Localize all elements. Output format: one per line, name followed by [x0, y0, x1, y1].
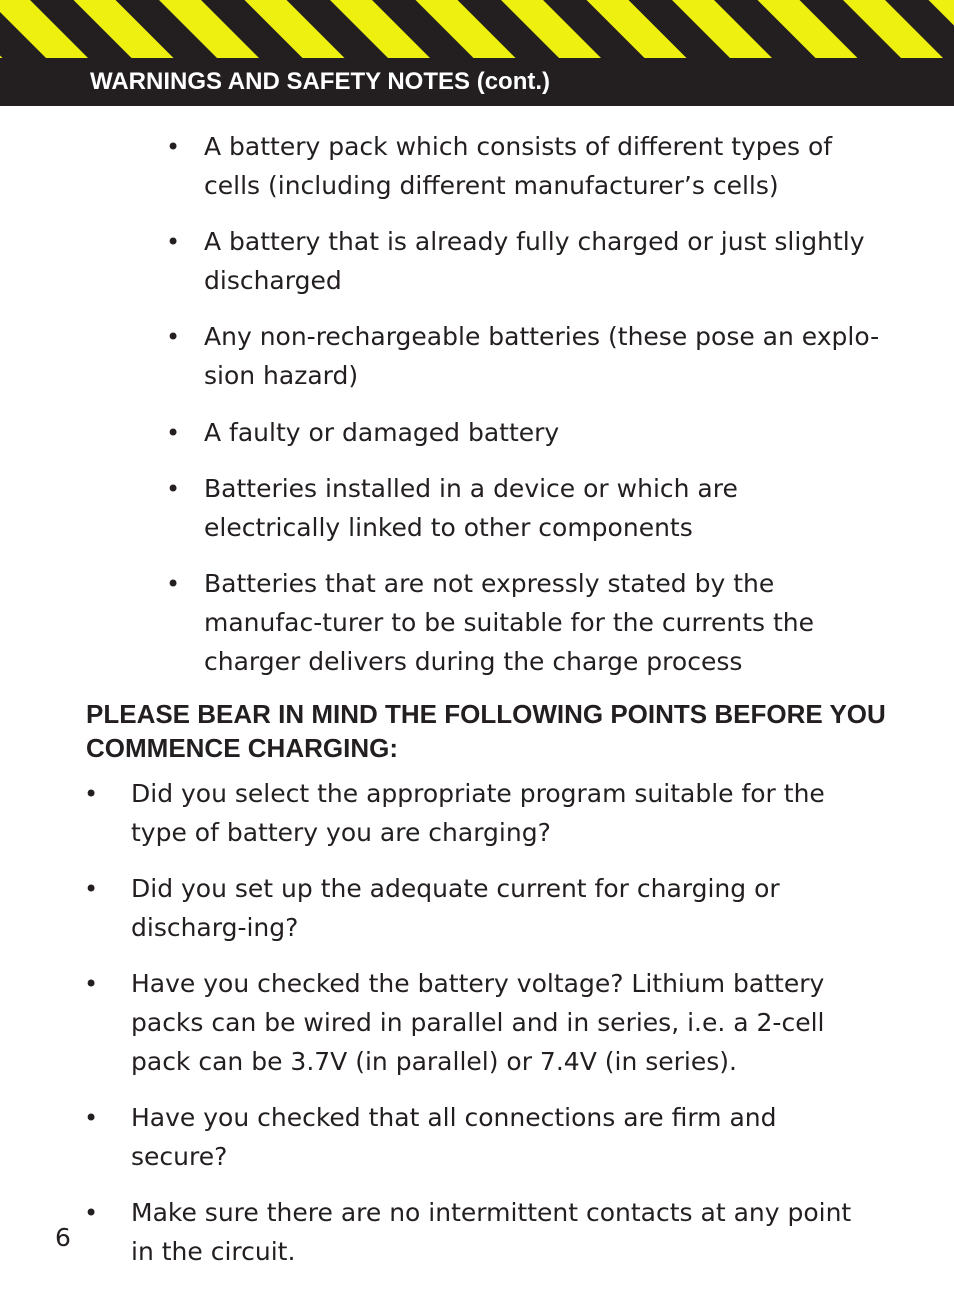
header-title: WARNINGS AND SAFETY NOTES (cont.)	[90, 68, 551, 95]
page-number: 6	[55, 1223, 71, 1252]
list-item	[78, 870, 880, 947]
hazard-stripes	[0, 0, 954, 58]
bullet-icon: •	[166, 475, 181, 504]
list-item	[78, 775, 880, 852]
bullet-icon: •	[166, 570, 181, 599]
list-item-text: A battery pack which consists of different types of cells (including different manufacturer’s cells)	[204, 132, 833, 200]
list-item	[160, 223, 880, 300]
list-item-text: Any non-rechargeable batteries (these pose an explo-sion hazard)	[204, 322, 880, 390]
bullet-icon: •	[166, 133, 181, 161]
list-item-text: Batteries installed in a device or which are electrically linked to other components	[204, 474, 738, 542]
list-item	[78, 1099, 880, 1176]
list-item-text: Batteries that are not expressly stated by the manufac-turer to be suitable for the currents the charger delivers during the charge process	[204, 569, 815, 676]
list-item	[160, 565, 880, 681]
list-item-text: Have you checked the battery voltage? Lithium battery packs can be wired in parallel and in series, i.e. a 2-cell pack can be 3.7V (in parallel) or 7.4V (in series).	[131, 969, 825, 1076]
list-item-text: A battery that is already fully charged or just slightly discharged	[204, 227, 865, 295]
list-item	[78, 1194, 880, 1271]
list-item	[78, 965, 880, 1081]
bullet-icon: •	[166, 323, 181, 352]
charging-checklist	[78, 775, 880, 1290]
bullet-icon: •	[84, 875, 99, 904]
list-item-text: Did you select the appropriate program suitable for the type of battery you are charging?	[131, 779, 825, 847]
list-item	[160, 470, 880, 547]
list-item-text: Have you checked that all connections are firm and secure?	[131, 1103, 777, 1171]
checklist-heading: PLEASE BEAR IN MIND THE FOLLOWING POINTS BEFORE YOU COMMENCE CHARGING:	[86, 699, 886, 763]
list-item	[160, 128, 880, 205]
list-item-text: Did you set up the adequate current for charging or discharg-ing?	[131, 874, 780, 942]
bullet-icon: •	[84, 1199, 99, 1228]
list-item	[160, 318, 880, 395]
bullet-icon: •	[84, 780, 99, 808]
bullet-icon: •	[166, 418, 181, 447]
list-item-text: A faulty or damaged battery	[204, 417, 560, 447]
list-item	[160, 414, 880, 453]
list-item-text: Make sure there are no intermittent contacts at any point in the circuit.	[131, 1198, 852, 1266]
page-header	[0, 0, 954, 106]
bullet-icon: •	[84, 970, 99, 999]
do-not-charge-list	[160, 128, 880, 699]
bullet-icon: •	[166, 228, 181, 257]
bullet-icon: •	[84, 1104, 99, 1133]
